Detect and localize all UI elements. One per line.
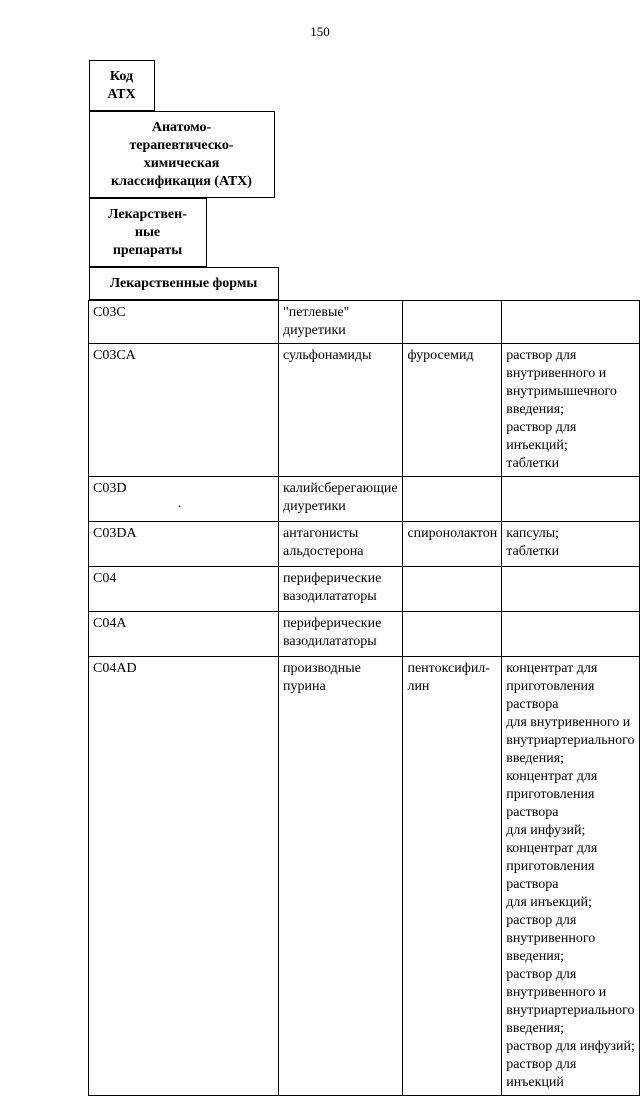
table-row [89,522,640,567]
atc-code: C04A [93,616,127,631]
atc-class: производные пурина [283,661,361,694]
table-row [89,344,640,477]
atc-table [88,60,640,1096]
table-row [89,301,640,344]
header-drugs: Лекарствен- ные препараты [89,198,207,267]
table-row [89,612,640,657]
drug-name: пентоксифил- лин [407,661,490,694]
atc-code: C04AD [93,661,137,676]
header-dosage-forms: Лекарственные формы [89,267,279,300]
page-number: 150 [310,24,330,39]
table-row [89,567,640,612]
atc-class: периферические вазодилататоры [283,571,382,604]
atc-class: калийсберегающие диуретики [283,481,398,514]
atc-code: C03DA [93,526,137,541]
atc-class: антагонисты альдостерона [283,526,364,559]
dosage-forms: раствор для внутривенного и внутримышечного введения; раствор для инъекций; таблетки [506,348,617,471]
atc-class: "петлевые" диуретики [283,305,350,338]
table-header-row [89,60,640,301]
table-row [89,657,640,1096]
header-atc-classification: Анатомо- терапевтическо- химическая классификация (АТХ) [89,111,275,198]
atc-class: периферические вазодилататоры [283,616,382,649]
atc-code: C03CA [93,348,136,363]
stray-mark: . [177,496,182,511]
dosage-forms: концентрат для приготовления раствора для внутривенного и внутриартериального введения; концентрат для приготовления раствора для инфузий; концентрат для приготовления раствора для инъекций; раствор для внутривенного введения; раствор для внутривенного и внутриартериального введения; раствор для инфузий; раствор для инъекций [506,661,635,1090]
atc-class: сульфонамиды [283,348,372,363]
atc-code: C03D [93,481,127,496]
header-atc-code: Код АТХ [89,60,155,111]
atc-code: C04 [93,571,117,586]
table-row [89,477,640,522]
drug-name: фуросемид [407,348,474,363]
dosage-forms: капсулы; таблетки [506,526,560,559]
atc-code: C03C [93,305,126,320]
drug-name: спиронолактон [407,526,498,541]
